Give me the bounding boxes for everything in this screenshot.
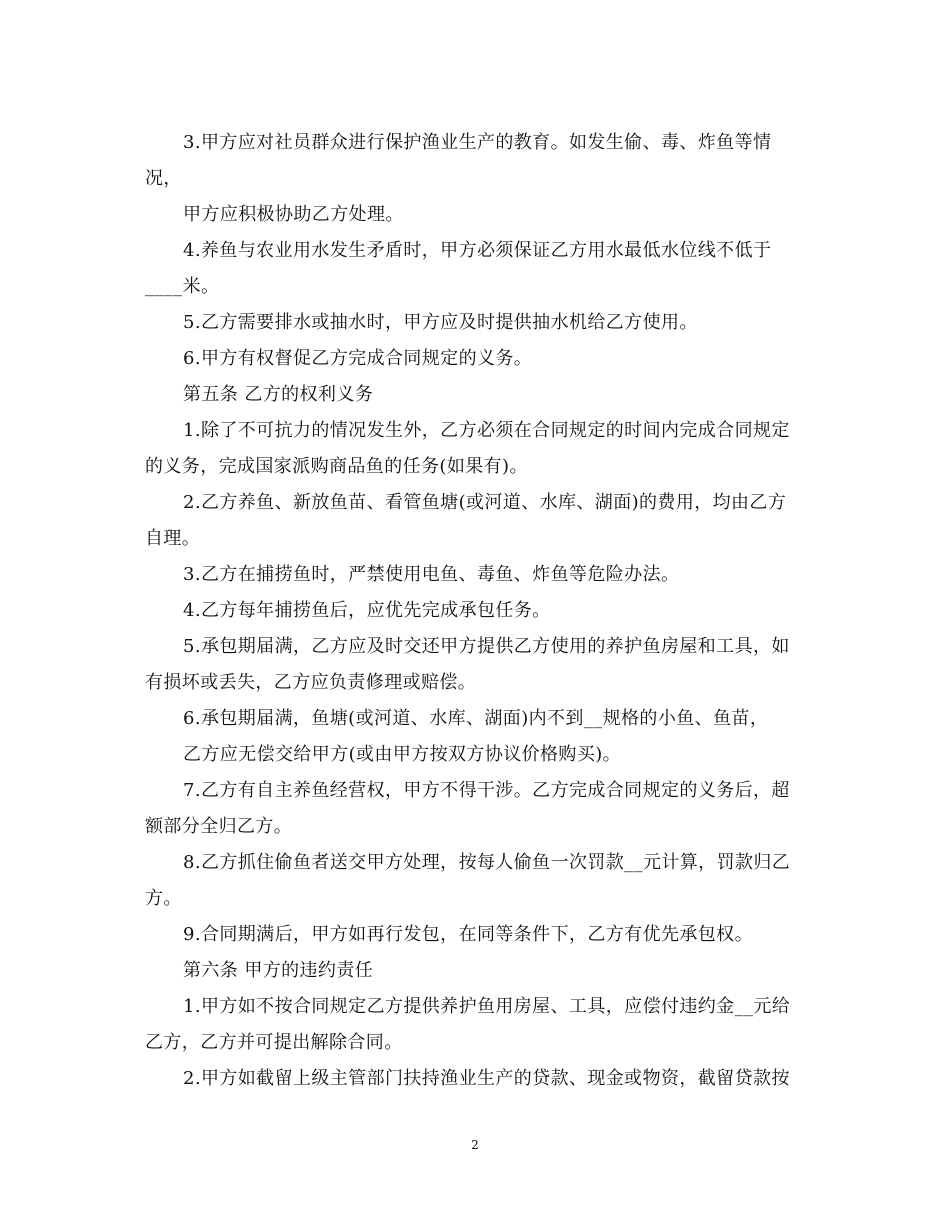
text-line: 1.甲方如不按合同规定乙方提供养护鱼用房屋、工具，应偿付违约金__元给	[183, 996, 791, 1017]
text-line: 2.乙方养鱼、新放鱼苗、看管鱼塘(或河道、水库、湖面)的费用，均由乙方	[183, 492, 787, 513]
text-line: 有损坏或丢失，乙方应负责修理或赔偿。	[145, 672, 477, 693]
section-heading: 第五条 乙方的权利义务	[183, 384, 374, 405]
text-line: 况，	[145, 168, 182, 189]
text-line: 9.合同期满后，甲方如再行发包，在同等条件下，乙方有优先承包权。	[183, 924, 753, 945]
text-line: 额部分全归乙方。	[145, 816, 293, 837]
text-line: 5.乙方需要排水或抽水时，甲方应及时提供抽水机给乙方使用。	[183, 312, 698, 333]
section-heading: 第六条 甲方的违约责任	[183, 960, 374, 981]
text-line: 自理。	[145, 528, 201, 549]
text-line: 4.乙方每年捕捞鱼后，应优先完成承包任务。	[183, 600, 551, 621]
text-line: ____米。	[145, 276, 220, 297]
text-line: 4.养鱼与农业用水发生矛盾时，甲方必须保证乙方用水最低水位线不低于	[183, 240, 772, 261]
text-line: 乙方，乙方并可提出解除合同。	[145, 1032, 403, 1053]
text-line: 方。	[145, 888, 182, 909]
text-line: 5.承包期届满，乙方应及时交还甲方提供乙方使用的养护鱼房屋和工具，如	[183, 636, 790, 657]
text-line: 7.乙方有自主养鱼经营权，甲方不得干涉。乙方完成合同规定的义务后，超	[183, 780, 790, 801]
text-line: 6.甲方有权督促乙方完成合同规定的义务。	[183, 348, 533, 369]
text-line: 乙方应无偿交给甲方(或由甲方按双方协议价格购买)。	[183, 744, 622, 765]
page-number: 2	[471, 1138, 479, 1152]
text-line: 2.甲方如截留上级主管部门扶持渔业生产的贷款、现金或物资，截留贷款按	[183, 1068, 790, 1089]
text-line: 3.乙方在捕捞鱼时，严禁使用电鱼、毒鱼、炸鱼等危险办法。	[183, 564, 680, 585]
text-line: 6.承包期届满，鱼塘(或河道、水库、湖面)内不到__规格的小鱼、鱼苗，	[183, 708, 769, 729]
text-line: 的义务，完成国家派购商品鱼的任务(如果有)。	[145, 456, 528, 477]
text-line: 3.甲方应对社员群众进行保护渔业生产的教育。如发生偷、毒、炸鱼等情	[183, 132, 772, 153]
text-line: 8.乙方抓住偷鱼者送交甲方处理，按每人偷鱼一次罚款__元计算，罚款归乙	[183, 852, 791, 873]
text-line: 1.除了不可抗力的情况发生外，乙方必须在合同规定的时间内完成合同规定	[183, 420, 790, 441]
text-line: 甲方应积极协助乙方处理。	[183, 204, 404, 225]
